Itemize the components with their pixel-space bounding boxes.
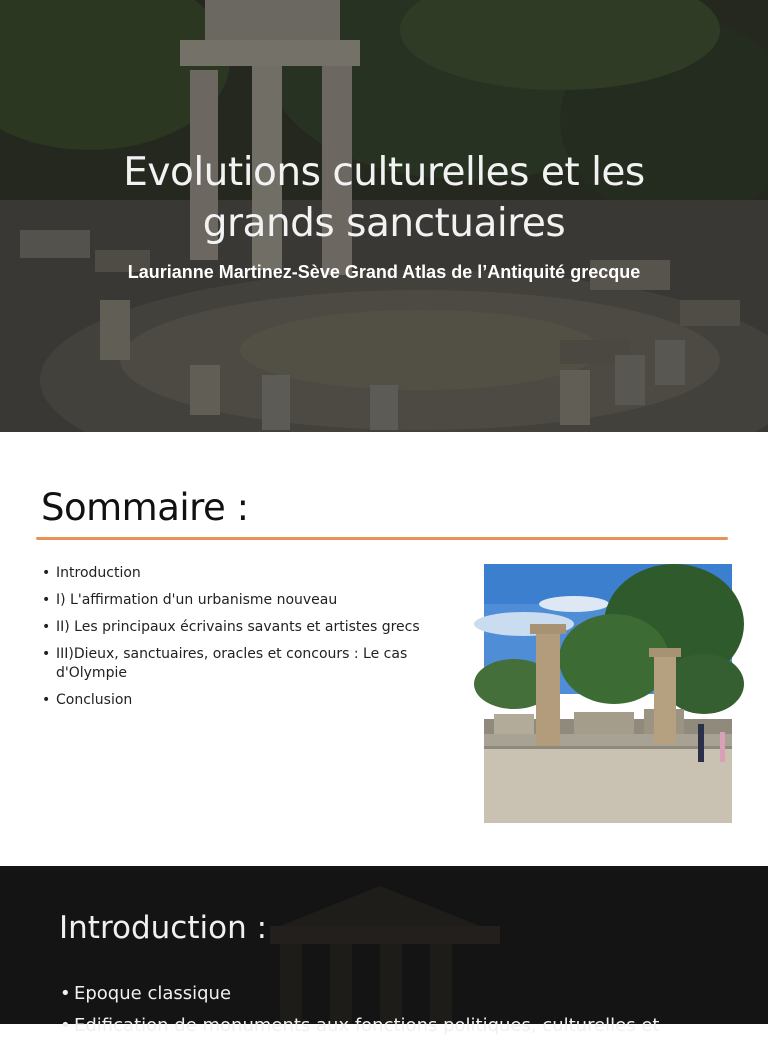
summary-item: • III)Dieux, sanctuaires, oracles et concours : Le cas d'Olympie [42, 645, 437, 683]
summary-heading: Sommaire : [41, 486, 249, 529]
title-line-2: grands sanctuaires [202, 201, 566, 246]
summary-item: • II) Les principaux écrivains savants et artistes grecs [42, 618, 437, 637]
summary-item: • Introduction [42, 564, 437, 583]
summary-slide [0, 432, 768, 866]
summary-item: • Conclusion [42, 691, 437, 710]
introduction-slide [0, 866, 768, 1036]
introduction-list [60, 982, 740, 1046]
presentation-title [0, 147, 768, 249]
heading-underline [36, 537, 728, 540]
title-line-1: Evolutions culturelles et les [123, 150, 645, 195]
olympia-columns-photo [484, 564, 732, 823]
introduction-heading: Introduction : [59, 910, 268, 946]
summary-list [42, 564, 437, 718]
summary-item: • I) L'affirmation d'un urbanisme nouveau [42, 591, 437, 610]
introduction-item: • Edification de monuments aux fonctions politiques, culturelles et [60, 1014, 740, 1038]
presentation-subtitle: Laurianne Martinez-Sève Grand Atlas de l’Antiquité grecque [127, 262, 641, 282]
introduction-item: • Epoque classique [60, 982, 740, 1006]
title-slide [0, 0, 768, 432]
